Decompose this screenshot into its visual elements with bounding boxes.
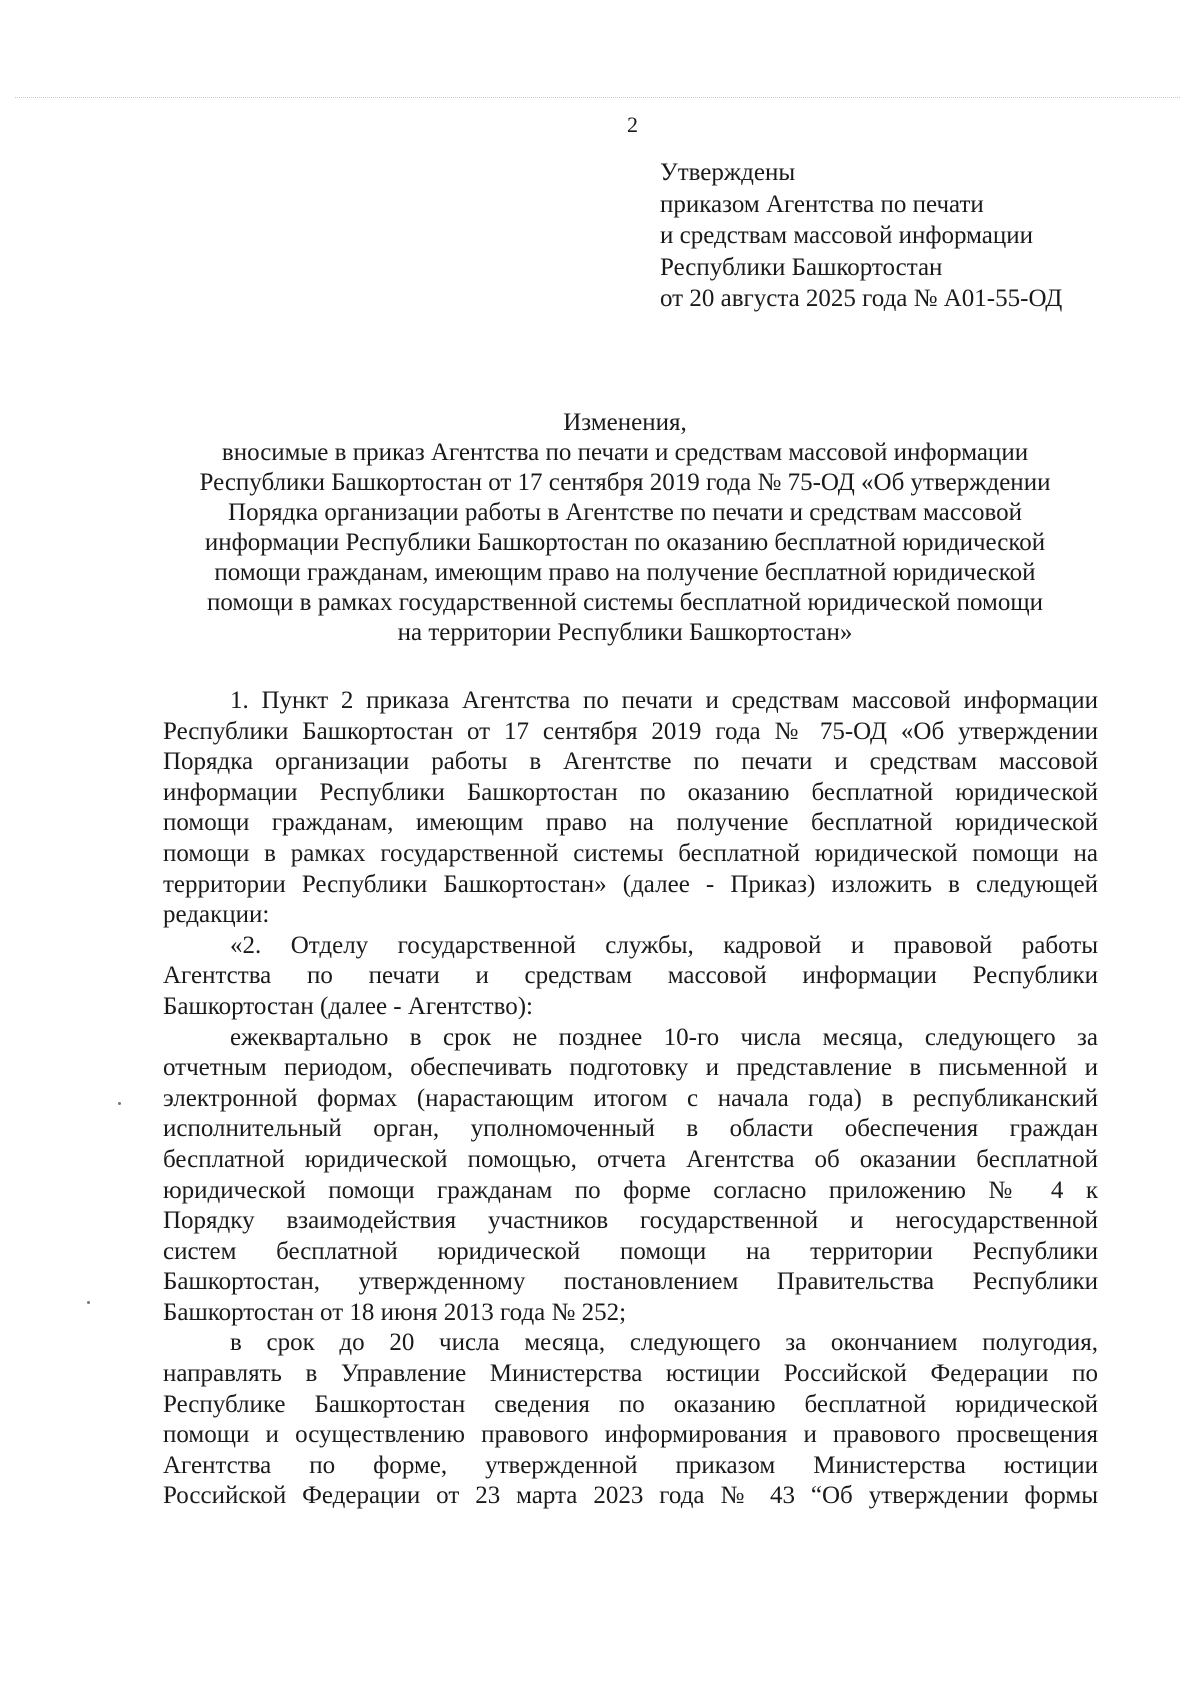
- document-body: [163, 686, 1098, 1512]
- approval-line: от 20 августа 2025 года № А01-55-ОД: [660, 285, 1063, 312]
- title-line: Порядка организации работы в Агентстве по печати и средствам массовой: [228, 499, 1022, 526]
- document-title: [150, 408, 1100, 648]
- body-line: помощи в рамках государственной системы бесплатной юридической помощи на: [163, 839, 1098, 867]
- body-line: Республики Башкортостан от 17 сентября 2019 года № 75-ОД «Об утверждении: [163, 717, 1098, 745]
- body-line: Российской Федерации от 23 марта 2023 года № 43 “Об утверждении формы: [163, 1482, 1098, 1510]
- body-line: территории Республики Башкортостан» (далее - Приказ) изложить в следующей: [163, 870, 1098, 898]
- body-line: «2. Отделу государственной службы, кадровой и правовой работы: [230, 931, 1098, 959]
- body-line: отчетным периодом, обеспечивать подготовку и представление в письменной и: [163, 1054, 1098, 1082]
- body-line: Агентства по форме, утвержденной приказом Министерства юстиции: [163, 1451, 1098, 1479]
- body-line: Агентства по печати и средствам массовой информации Республики: [163, 962, 1098, 990]
- body-line: в срок до 20 числа месяца, следующего за окончанием полугодия,: [230, 1329, 1098, 1357]
- title-line: вносимые в приказ Агентства по печати и средствам массовой информации: [221, 439, 1029, 466]
- scan-speck: [87, 1301, 90, 1304]
- title-line: помощи в рамках государственной системы бесплатной юридической помощи: [207, 589, 1043, 616]
- title-line: информации Республики Башкортостан по оказанию бесплатной юридической: [204, 529, 1046, 556]
- approval-line: Утверждены: [660, 159, 796, 186]
- body-line: информации Республики Башкортостан по оказанию бесплатной юридической: [163, 778, 1098, 806]
- body-line: помощи гражданам, имеющим право на получение бесплатной юридической: [163, 809, 1098, 837]
- body-line: редакции:: [163, 901, 270, 929]
- body-line: Порядку взаимодействия участников государственной и негосударственной: [163, 1207, 1098, 1235]
- scan-artifact-line: [15, 97, 1180, 98]
- body-line: Башкортостан, утвержденному постановлением Правительства Республики: [163, 1268, 1098, 1296]
- body-line: направлять в Управление Министерства юстиции Российской Федерации по: [163, 1360, 1098, 1388]
- page-number: 2: [627, 112, 638, 137]
- body-line: Порядка организации работы в Агентстве по печати и средствам массовой: [163, 748, 1098, 776]
- title-line: помощи гражданам, имеющим право на получение бесплатной юридической: [214, 559, 1036, 586]
- approval-stamp: [660, 157, 1062, 315]
- body-line: исполнительный орган, уполномоченный в области обеспечения граждан: [163, 1115, 1098, 1143]
- title-line: Изменения,: [563, 409, 687, 436]
- body-line: юридической помощи гражданам по форме согласно приложению № 4 к: [163, 1176, 1098, 1204]
- approval-line: приказом Агентства по печати: [660, 190, 984, 218]
- title-line: Республики Башкортостан от 17 сентября 2019 года № 75-ОД «Об утверждении: [199, 469, 1051, 496]
- body-line: Башкортостан от 18 июня 2013 года № 252;: [163, 1298, 627, 1326]
- body-line: ежеквартально в срок не позднее 10-го числа месяца, следующего за: [230, 1023, 1098, 1051]
- body-line: электронной формах (нарастающим итогом с начала года) в республиканский: [163, 1084, 1098, 1112]
- body-line: систем бесплатной юридической помощи на территории Республики: [163, 1237, 1098, 1265]
- title-line: на территории Республики Башкортостан»: [397, 619, 853, 646]
- body-line: помощи и осуществлению правового информирования и правового просвещения: [163, 1421, 1098, 1449]
- body-line: бесплатной юридической помощью, отчета Агентства об оказании бесплатной: [163, 1145, 1098, 1173]
- body-line: 1. Пункт 2 приказа Агентства по печати и средствам массовой информации: [230, 687, 1098, 714]
- approval-line: Республики Башкортостан: [660, 253, 943, 281]
- approval-line: и средствам массовой информации: [660, 222, 1034, 249]
- body-line: Республике Башкортостан сведения по оказанию бесплатной юридической: [163, 1390, 1098, 1418]
- body-line: Башкортостан (далее - Агентство):: [163, 992, 533, 1020]
- scan-speck: [118, 1102, 121, 1105]
